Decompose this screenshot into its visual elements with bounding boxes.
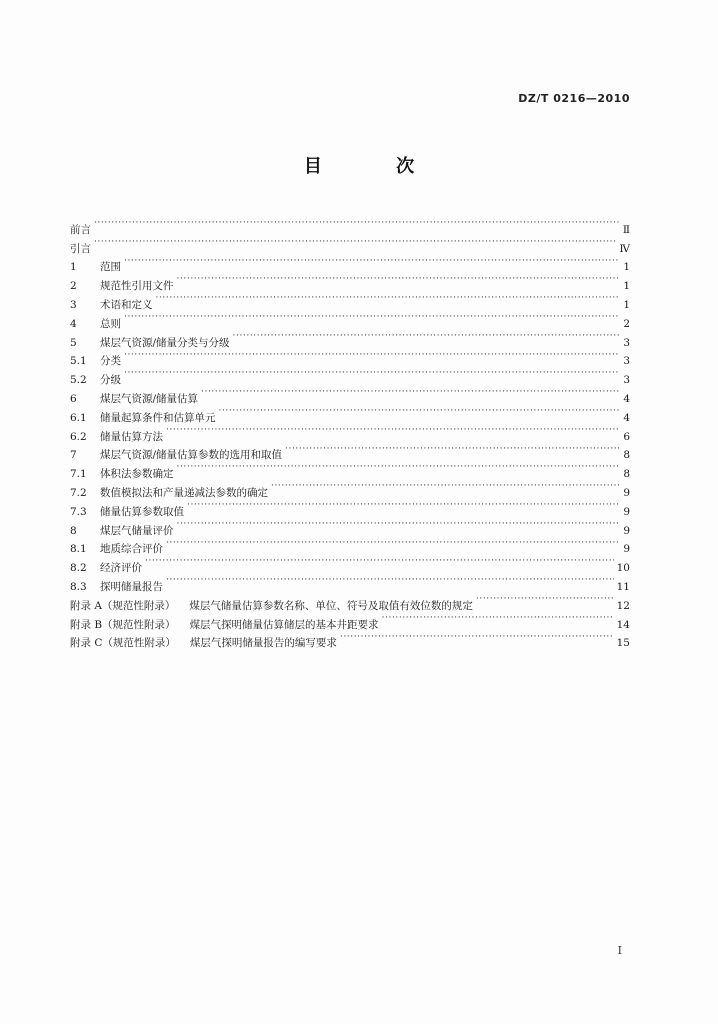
toc-entry-title: 规范性引用文件 <box>100 280 174 293</box>
toc-entry-page: Ⅱ <box>622 223 630 236</box>
dot-leader <box>124 252 619 271</box>
toc-entry-number: 5.2 <box>70 374 87 387</box>
toc-entry-number: 4 <box>70 317 77 330</box>
toc-entry-number: 6.1 <box>70 411 87 424</box>
toc-entry-number: 7.3 <box>70 505 87 518</box>
toc-entry-number: 附录 B（规范性附录） <box>70 618 176 631</box>
toc-entry-title: 地质综合评价 <box>100 543 163 556</box>
dot-leader <box>166 534 619 553</box>
toc-entry-number: 1 <box>70 261 77 274</box>
toc-entry-page: 3 <box>623 374 630 387</box>
toc-entry[interactable] <box>70 308 630 330</box>
toc-entry-page: 8 <box>623 468 630 481</box>
toc-entry-page: 12 <box>616 599 630 612</box>
toc-entry-title: 煤层气储量估算参数名称、单位、符号及取值有效位数的规定 <box>189 599 473 612</box>
toc-entry-number: 8.2 <box>70 562 87 575</box>
toc-entry-page: Ⅳ <box>619 242 630 255</box>
toc-entry-page: 3 <box>623 336 630 349</box>
toc-entry-number: 5 <box>70 336 77 349</box>
dot-leader <box>219 402 620 421</box>
toc-entry[interactable] <box>70 214 630 236</box>
toc-entry-number: 5.1 <box>70 355 87 368</box>
toc-entry-number: 3 <box>70 298 77 311</box>
dot-leader <box>94 214 619 233</box>
toc-entry-title: 分类 <box>100 355 121 368</box>
toc-entry[interactable] <box>70 233 630 255</box>
toc-entry-page: 9 <box>623 486 630 499</box>
toc-entry-page: 10 <box>616 562 630 575</box>
dot-leader <box>382 609 614 628</box>
toc-entry-page: 1 <box>623 298 630 311</box>
toc-entry-title: 引言 <box>70 242 91 255</box>
toc-entry-title: 储量起算条件和估算单元 <box>100 411 216 424</box>
dot-leader <box>285 440 619 459</box>
toc-entry-page: 9 <box>623 543 630 556</box>
toc-entry-page: 1 <box>623 261 630 274</box>
dot-leader <box>94 233 617 252</box>
toc-entry-number: 7 <box>70 449 77 462</box>
toc-entry-title: 数值模拟法和产量递减法参数的确定 <box>100 486 268 499</box>
toc-entry-page: 2 <box>623 317 630 330</box>
toc-entry-number: 7.1 <box>70 468 87 481</box>
toc-entry-page: 3 <box>623 355 630 368</box>
toc-entry-number: 2 <box>70 280 77 293</box>
toc-entry-title: 总则 <box>100 317 121 330</box>
toc-entry-title: 煤层气探明储量估算储层的基本井距要求 <box>189 618 379 631</box>
toc-entry-title: 经济评价 <box>100 562 142 575</box>
toc-entry-number: 8 <box>70 524 77 537</box>
toc-entry-number: 6 <box>70 392 77 405</box>
standard-code: DZ/T 0216—2010 <box>518 92 630 105</box>
toc-entry[interactable] <box>70 252 630 274</box>
dot-leader <box>340 628 614 647</box>
toc-entry-title: 储量估算参数取值 <box>100 505 184 518</box>
dot-leader <box>177 270 620 289</box>
dot-leader <box>177 515 620 534</box>
dot-leader <box>233 327 619 346</box>
toc-entry[interactable] <box>70 364 630 387</box>
toc-entry-title: 煤层气资源/储量估算参数的选用和取值 <box>100 449 283 462</box>
dot-leader <box>145 552 614 571</box>
dot-leader <box>156 289 620 308</box>
toc-entry-page: 9 <box>623 505 630 518</box>
page-title: 目 次 <box>303 156 449 177</box>
dot-leader <box>271 477 619 496</box>
toc-entry-page: 4 <box>623 411 630 424</box>
toc-entry-page: 11 <box>616 580 630 593</box>
toc-entry[interactable] <box>70 270 630 293</box>
toc-entry-title: 煤层气资源/储量估算 <box>100 392 199 405</box>
toc-entry-title: 煤层气探明储量报告的编写要求 <box>189 637 337 650</box>
dot-leader <box>124 364 619 383</box>
dot-leader <box>187 496 619 515</box>
dot-leader <box>166 571 614 590</box>
dot-leader <box>166 421 619 440</box>
page-number: I <box>617 944 622 957</box>
dot-leader <box>124 346 619 365</box>
toc-entry[interactable] <box>70 327 630 349</box>
toc-entry-title: 前言 <box>70 223 91 236</box>
toc-entry[interactable] <box>70 552 630 575</box>
toc-entry-title: 体积法参数确定 <box>100 468 174 481</box>
toc-entry-title: 范围 <box>100 261 121 274</box>
dot-leader <box>476 590 614 609</box>
toc-entry-page: 8 <box>623 449 630 462</box>
toc-entry[interactable] <box>70 383 630 405</box>
toc-entry[interactable] <box>70 346 630 368</box>
toc-entry-title: 储量估算方法 <box>100 430 163 443</box>
toc-entry-page: 9 <box>623 524 630 537</box>
toc-entry-page: 1 <box>623 280 630 293</box>
toc-entry-number: 8.1 <box>70 543 87 556</box>
toc-entry[interactable] <box>70 571 630 593</box>
toc-entry-page: 4 <box>623 392 630 405</box>
toc-entry-title: 术语和定义 <box>100 298 153 311</box>
toc-entry-number: 7.2 <box>70 486 87 499</box>
dot-leader <box>177 458 620 477</box>
toc-entry-number: 附录 C（规范性附录） <box>70 637 176 650</box>
dot-leader <box>124 308 619 327</box>
toc-entry-title: 探明储量报告 <box>100 580 163 593</box>
toc-entry-page: 15 <box>616 637 630 650</box>
toc-entry-number: 附录 A（规范性附录） <box>70 599 176 612</box>
toc-entry-title: 煤层气资源/储量分类与分级 <box>100 336 230 349</box>
toc-entry-page: 14 <box>616 618 630 631</box>
toc-entry-title: 煤层气储量评价 <box>100 524 174 537</box>
table-of-contents <box>70 214 630 650</box>
toc-entry-page: 6 <box>623 430 630 443</box>
dot-leader <box>201 383 619 402</box>
toc-entry-number: 8.3 <box>70 580 87 593</box>
toc-entry-title: 分级 <box>100 374 121 387</box>
toc-entry-number: 6.2 <box>70 430 87 443</box>
